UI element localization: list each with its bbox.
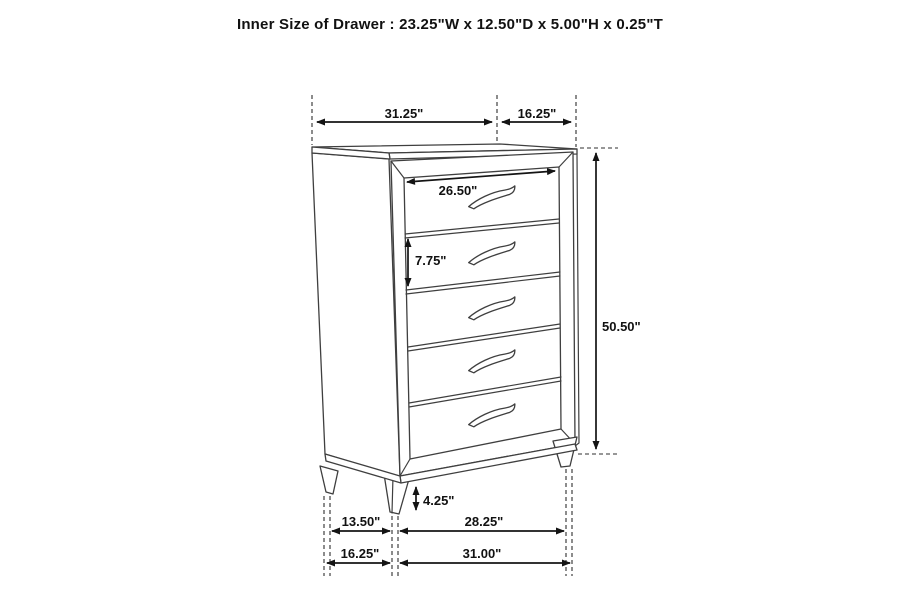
dim-label-leg-spacing-width: 28.25" (464, 514, 504, 529)
chest-right-edge-line (575, 154, 579, 446)
dim-label-drawer-face-height: 7.75" (415, 253, 447, 268)
diagram-title: Inner Size of Drawer : 23.25"W x 12.50"D x 5.00"H x 0.25"T (236, 16, 664, 33)
dim-label-depth-top: 16.25" (517, 106, 557, 121)
dim-label-overall-height: 50.50" (602, 319, 641, 334)
chest-drawing (312, 144, 579, 514)
dim-label-base-depth: 16.25" (340, 546, 380, 561)
extension-lines-leg-front-right (566, 469, 572, 576)
dim-leg-height-group (416, 487, 454, 510)
dim-label-leg-height: 4.25" (423, 493, 455, 508)
dim-label-drawer-inner-width: 26.50" (438, 183, 478, 198)
dim-label-leg-spacing-depth: 13.50" (341, 514, 381, 529)
chest-leg-back-left (320, 466, 338, 494)
dim-height-group (578, 148, 641, 454)
dim-label-width-top: 31.25" (384, 106, 424, 121)
extension-lines-leg-back-left (324, 496, 330, 576)
dim-top-group (312, 95, 576, 147)
dim-bottom-group (324, 469, 572, 576)
dim-label-base-width: 31.00" (462, 546, 502, 561)
extension-lines-leg-front-left (392, 516, 398, 576)
chest-side-panel (312, 153, 400, 477)
